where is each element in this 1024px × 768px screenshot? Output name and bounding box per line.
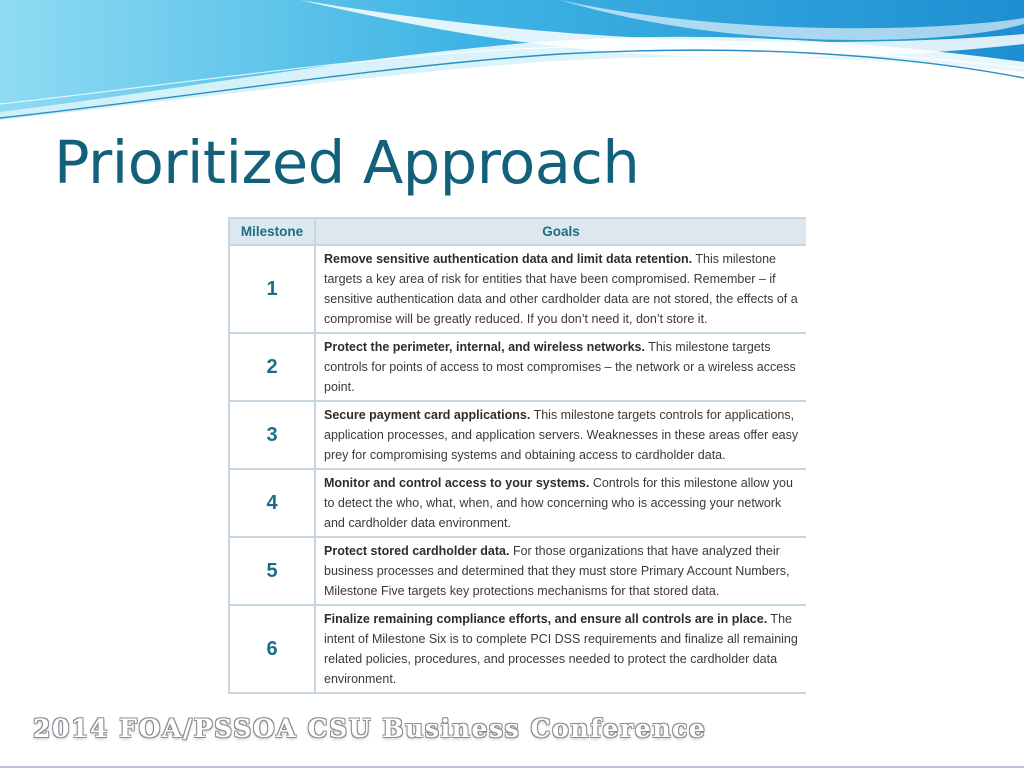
milestone-number: 5 [229,537,315,605]
milestone-goal [315,537,806,605]
milestone-goal [315,605,806,693]
milestone-goal [315,401,806,469]
table-row [229,245,806,333]
milestones-table [228,217,806,694]
goal-heading: Protect stored cardholder data. [324,544,510,558]
milestone-goal [315,469,806,537]
table-row [229,469,806,537]
goal-description: This milestone targets controls for points of access to most compromises – the network or a wireless access point. [324,340,796,394]
table-row [229,401,806,469]
goal-description: The intent of Milestone Six is to complete PCI DSS requirements and finalize all remaining related policies, procedures, and processes needed to protect the cardholder data environment. [324,612,798,686]
goal-description: This milestone targets a key area of risk for entities that have been compromised. Remember – if sensitive authentication data and other cardholder data are not stored, the effects of a compromise will be greatly reduced. If you don’t need it, don’t store it. [324,252,798,326]
conference-footer: 2014 FOA/PSSOA CSU Business Conference [33,714,707,743]
table-header-row [229,218,806,245]
goal-description: Controls for this milestone allow you to detect the who, what, when, and how concerning who is accessing your network and cardholder data environment. [324,476,793,530]
table-row [229,333,806,401]
goal-heading: Secure payment card applications. [324,408,531,422]
milestone-number: 2 [229,333,315,401]
goal-heading: Monitor and control access to your systems. [324,476,590,490]
milestones-table-container [228,217,806,709]
header-wave-decoration [0,0,1024,130]
column-header-goals: Goals [315,218,806,245]
goal-heading: Protect the perimeter, internal, and wireless networks. [324,340,645,354]
milestone-goal [315,333,806,401]
goal-heading: Remove sensitive authentication data and limit data retention. [324,252,693,266]
goal-description: This milestone targets controls for applications, application processes, and application servers. Weaknesses in these areas offer easy prey for compromising systems and obtaining access to cardholder data. [324,408,799,462]
table-row [229,605,806,693]
milestone-goal [315,245,806,333]
table-row [229,537,806,605]
column-header-milestone: Milestone [229,218,315,245]
goal-description: For those organizations that have analyzed their business processes and determined that they must store Primary Account Numbers, Milestone Five targets key protections mechanisms for that stored data. [324,544,790,598]
milestone-number: 3 [229,401,315,469]
slide-title: Prioritized Approach [54,128,640,197]
milestone-number: 4 [229,469,315,537]
goal-heading: Finalize remaining compliance efforts, and ensure all controls are in place. [324,612,768,626]
milestone-number: 6 [229,605,315,693]
milestone-number: 1 [229,245,315,333]
